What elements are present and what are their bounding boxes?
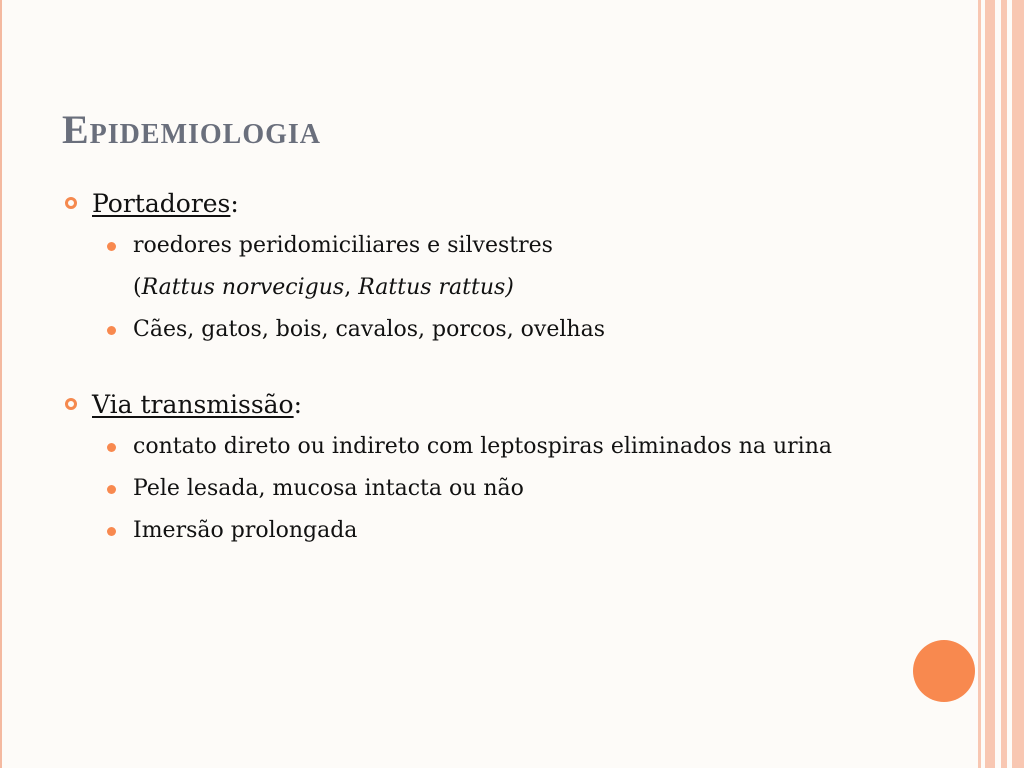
bullet-ring-icon bbox=[65, 197, 77, 209]
bullet-dot-icon bbox=[107, 326, 116, 335]
left-border-decoration bbox=[0, 0, 5, 768]
list-item bbox=[104, 313, 922, 347]
right-stripe-decoration bbox=[978, 0, 981, 768]
section-heading: Via transmissão bbox=[92, 390, 294, 419]
bullet-dot-icon bbox=[107, 443, 116, 452]
right-stripe-decoration bbox=[1012, 0, 1024, 768]
list-item-text: Pele lesada, mucosa intacta ou não bbox=[133, 476, 524, 501]
right-stripe-decoration bbox=[985, 0, 995, 768]
species-name: Rattus rattus) bbox=[358, 275, 514, 300]
right-stripe-decoration bbox=[1001, 0, 1007, 768]
slide-title: Epidemiologia bbox=[62, 107, 322, 152]
bullet-ring-icon bbox=[65, 398, 77, 410]
list-item bbox=[104, 430, 922, 464]
species-name: Rattus norvecigus bbox=[141, 275, 345, 300]
list-item-text: Cães, gatos, bois, cavalos, porcos, ovelhas bbox=[133, 317, 605, 342]
section-portadores bbox=[62, 186, 922, 221]
list-item bbox=[104, 229, 922, 305]
list-item-text: Imersão prolongada bbox=[133, 518, 358, 543]
section-heading: Portadores bbox=[92, 189, 231, 218]
list-item-text: roedores peridomiciliares e silvestres bbox=[133, 233, 553, 258]
heading-colon: : bbox=[230, 189, 239, 218]
slide-body bbox=[62, 186, 922, 548]
list-item-text: contato direto ou indireto com leptospiras eliminados na urina bbox=[133, 434, 832, 459]
list-item bbox=[104, 472, 922, 506]
heading-colon: : bbox=[293, 390, 303, 419]
section-via-transmissao bbox=[62, 387, 922, 422]
list-item-continuation: (Rattus norvecigus, Rattus rattus) bbox=[133, 275, 514, 300]
bullet-dot-icon bbox=[107, 527, 116, 536]
bullet-dot-icon bbox=[107, 485, 116, 494]
orange-circle-decoration bbox=[913, 640, 975, 702]
list-item bbox=[104, 514, 922, 548]
bullet-dot-icon bbox=[107, 242, 116, 251]
